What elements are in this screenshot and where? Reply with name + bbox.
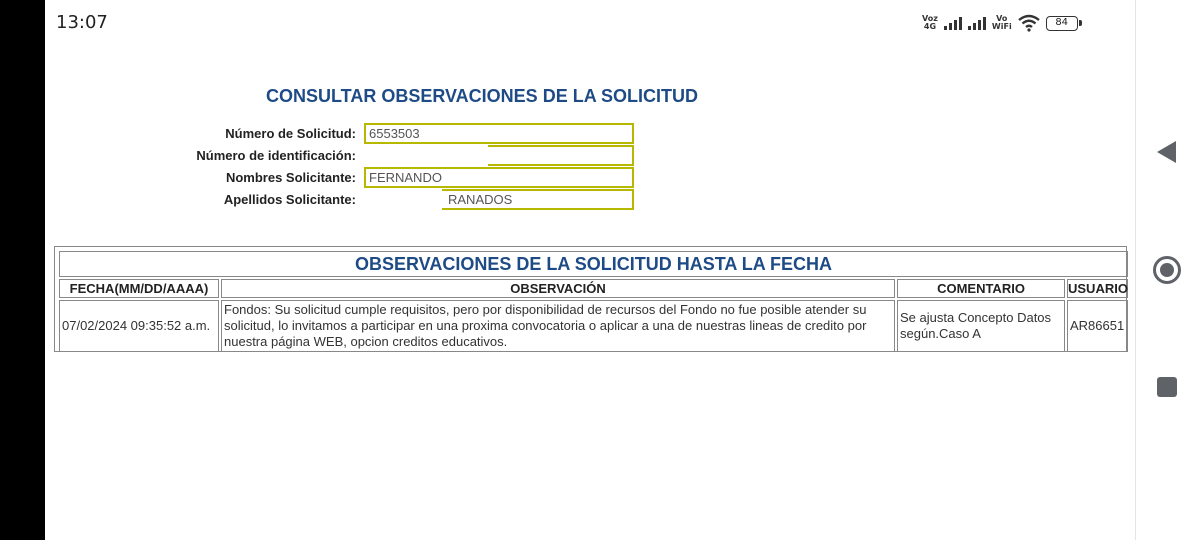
cell-observacion: Fondos: Su solicitud cumple requisitos, pero por disponibilidad de recursos del Fondo no fue posible atender su solicitud, lo invitamos a participar en una proxima convocatoria o aplicar a una de nuestras lineas de credito por nuestra página WEB, opcion creditos educativos. [221, 300, 895, 352]
identificacion-label: Número de identificación: [196, 148, 356, 163]
nav-divider [1135, 0, 1136, 540]
recents-icon[interactable] [1157, 377, 1177, 397]
observations-table [57, 249, 1130, 354]
nombres-label: Nombres Solicitante: [225, 170, 356, 185]
table-header-row [59, 279, 1128, 298]
signal-icon [944, 16, 962, 30]
vowifi-indicator: Vo WiFi [991, 14, 1012, 31]
cell-comentario: Se ajusta Concepto Datos según.Caso A [897, 300, 1065, 352]
col-header-comentario: COMENTARIO [897, 279, 1065, 298]
cell-usuario: AR86651 [1067, 300, 1128, 352]
signal-icon-2 [968, 16, 986, 30]
observations-panel [54, 246, 1127, 352]
solicitud-input[interactable]: 6553503 [364, 123, 634, 144]
page-title: CONSULTAR OBSERVACIONES DE LA SOLICITUD [266, 86, 699, 106]
back-icon[interactable] [1157, 141, 1176, 163]
form-row-solicitud [150, 123, 634, 145]
nombres-input[interactable]: FERNANDO [364, 167, 634, 188]
form-row-nombres [150, 167, 634, 189]
col-header-fecha: FECHA(MM/DD/AAAA) [59, 279, 219, 298]
form-row-apellidos [150, 189, 634, 211]
battery-icon: 84 [1046, 16, 1078, 31]
form-row-identificacion [150, 145, 634, 167]
redaction-mask [362, 189, 442, 211]
status-icons [922, 10, 1078, 36]
apellidos-label: Apellidos Solicitante: [223, 192, 356, 207]
volte-indicator: Voz 4G [922, 14, 938, 31]
home-icon[interactable] [1153, 256, 1181, 284]
observations-title: OBSERVACIONES DE LA SOLICITUD HASTA LA FECHA [59, 251, 1128, 277]
redaction-mask [362, 145, 488, 167]
col-header-observacion: OBSERVACIÓN [221, 279, 895, 298]
wifi-icon [1018, 14, 1040, 32]
cell-fecha: 07/02/2024 09:35:52 a.m. [59, 300, 219, 352]
solicitud-label: Número de Solicitud: [225, 126, 356, 141]
status-time: 13:07 [56, 12, 108, 33]
apellidos-input[interactable]: RANADOS [364, 189, 634, 210]
col-header-usuario: USUARIO [1068, 281, 1128, 296]
left-black-bar [0, 0, 45, 540]
table-row [59, 300, 1128, 352]
